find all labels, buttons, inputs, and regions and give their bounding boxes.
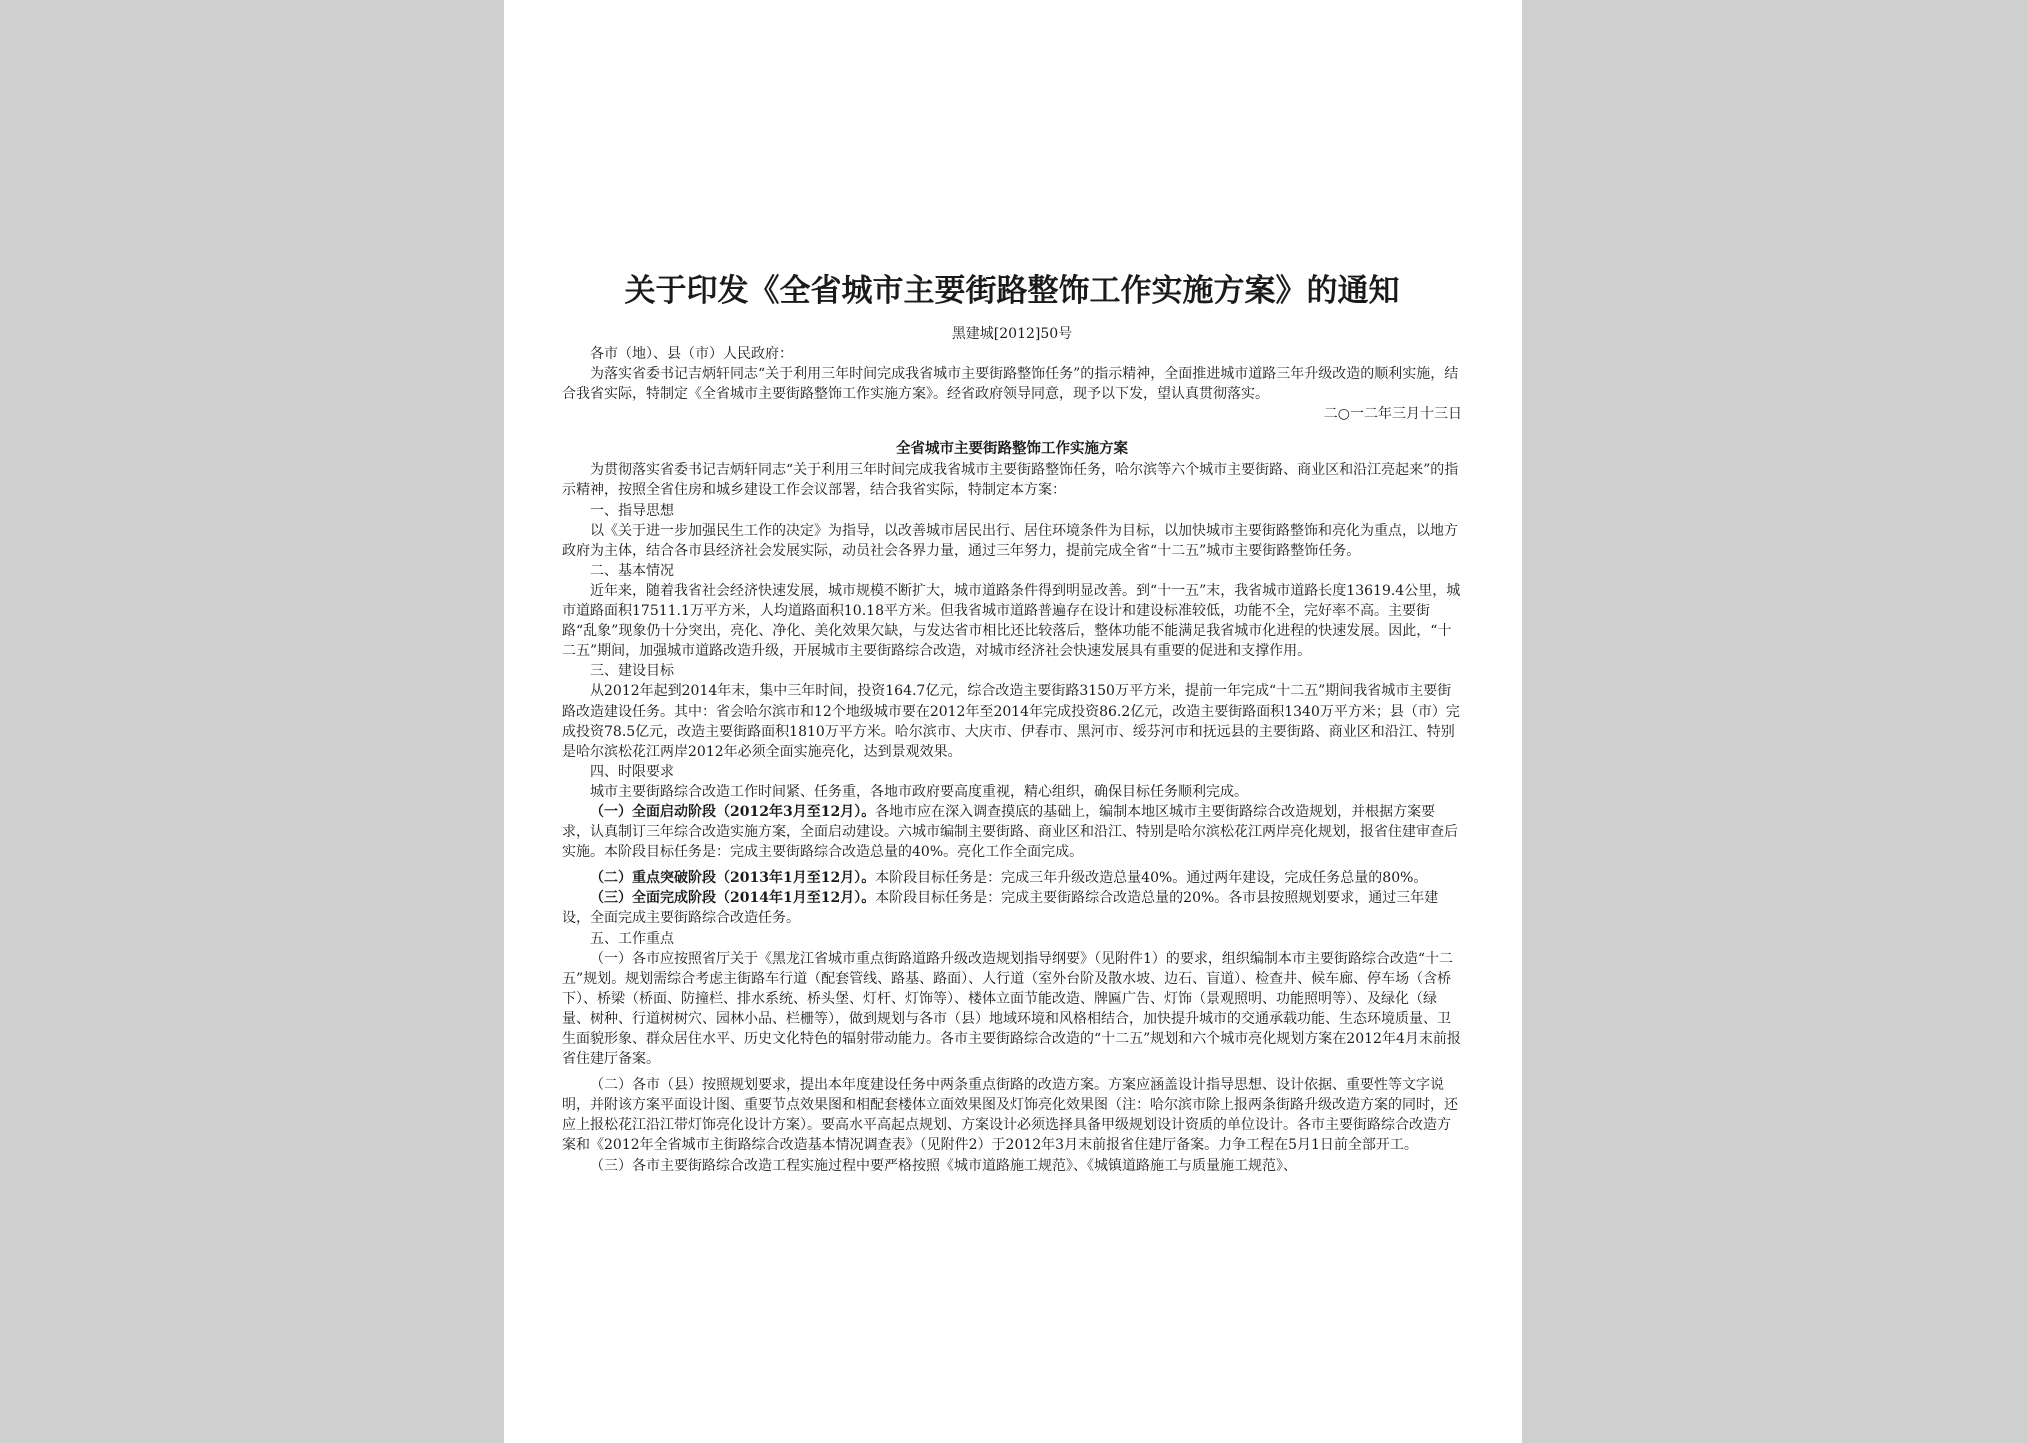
- addressee: 各市（地）、县（市）人民政府：: [590, 346, 793, 362]
- key-work-paragraph-2: （二）各市（县）按照规划要求，提出本年度建设任务中两条重点街路的改造方案。方案应涵盖设计指导思想、设计依据、重要性等文字说明，并附该方案平面设计图、重要节点效果图和相配套楼体立面效果图及灯饰亮化效果图（注：哈尔滨市除上报两条街路升级改造方案的同时，还应上报松花江沿江带灯饰亮化设计方案）。要高水平高起点规划、方案设计必须选择具备甲级规划设计资质的单位设计。各市主要街路综合改造方案和《2012年全省城市主街路综合改造基本情况调查表》（见附件2）于2012年3月末前报省住建厅备案。力争工程在5月1日前全部开工。: [562, 1077, 1458, 1154]
- stage-text-2: 本阶段目标任务是：完成三年升级改造总量40%。通过两年建设，完成任务总量的80%。: [875, 870, 1428, 887]
- section-heading-5: 五、工作重点: [590, 930, 674, 947]
- stage-label-3: （三）全面完成阶段（2014年1月至12月）。: [590, 890, 876, 907]
- stage-text-3: 本阶段目标任务是：完成主要街路综合改造总量的20%。各市县按照规划要求，通过三年建设，全面完成主要街路综合改造任务。: [562, 890, 1439, 927]
- issue-date: 二○一二年三月十三日: [1323, 406, 1462, 423]
- section-body-2: 近年来，随着我省社会经济快速发展，城市规模不断扩大，城市道路条件得到明显改善。到“十一五”末，我省城市道路长度13619.4公里，城市道路面积17511.1万平方米，人均道路面积10.18平方米。但我省城市道路普遍存在设计和建设标准较低，功能不全，完好率不高。主要街路“乱象”现象仍十分突出，亮化、净化、美化效果欠缺，与发达省市相比还比较落后，整体功能不能满足我省城市化进程的快速发展。因此，“十二五”期间，加强城市道路改造升级，开展城市主要街路综合改造，对城市经济社会快速发展具有重要的促进和支撑作用。: [562, 582, 1461, 660]
- section-heading-4: 四、时限要求: [590, 763, 674, 780]
- section-body-1: 以《关于进一步加强民生工作的决定》为指导，以改善城市居民出行、居住环境条件为目标，以加快城市主要街路整饰和亮化为重点，以地方政府为主体，结合各市县经济社会发展实际，动员社会各界力量，通过三年努力，提前完成全省“十二五”城市主要街路整饰任务。: [562, 522, 1458, 559]
- key-work-paragraph-1: （一）各市应按照省厅关于《黑龙江省城市重点街路道路升级改造规划指导纲要》（见附件1）的要求，组织编制本市主要街路综合改造“十二五”规划。规划需综合考虑主街路车行道（配套管线、路基、路面）、人行道（室外台阶及散水坡、边石、盲道）、检查井、候车廊、停车场（含桥下）、桥梁（桥面、防撞栏、排水系统、桥头堡、灯杆、灯饰等）、楼体立面节能改造、牌匾广告、灯饰（景观照明、功能照明等）、及绿化（绿量、树种、行道树树穴、园林小品、栏栅等），做到规划与各市（县）地域环境和风格相结合，加快提升城市的交通承载功能、生态环境质量、卫生面貌形象、群众居住水平、历史文化特色的辐射带动能力。各市主要街路综合改造的“十二五”规划和六个城市亮化规划方案在2012年4月末前报省住建厅备案。: [562, 950, 1461, 1068]
- section-heading-1: 一、指导思想: [590, 502, 674, 519]
- document-content: [562, 270, 1462, 1176]
- document-number: 黑建城[2012]50号: [951, 326, 1073, 342]
- section-heading-3: 三、建设目标: [590, 663, 674, 680]
- stage-paragraph-3: [562, 888, 1462, 928]
- stage-text-1: 各地市应在深入调查摸底的基础上，编制本地区城市主要街路综合改造规划，并根据方案要求，认真制订三年综合改造实施方案，全面启动建设。六城市编制主要街路、商业区和沿江、特别是哈尔滨松花江两岸亮化规划，报省住建审查后实施。本阶段目标任务是：完成主要街路综合改造总量的40%。亮化工作全面完成。: [562, 803, 1458, 861]
- stage-label-1: （一）全面启动阶段（2012年3月至12月）。: [590, 803, 876, 820]
- document-title: 关于印发《全省城市主要街路整饰工作实施方案》的通知: [624, 273, 1400, 309]
- key-work-paragraph-3: （三）各市主要街路综合改造工程实施过程中要严格按照《城市道路施工规范》、《城镇道路施工与质量施工规范》、: [590, 1157, 1297, 1174]
- section-heading-2: 二、基本情况: [590, 562, 674, 579]
- section-body-3: 从2012年起到2014年末，集中三年时间，投资164.7亿元，综合改造主要街路3150万平方米，提前一年完成“十二五”期间我省城市主要街路改造建设任务。其中：省会哈尔滨市和12个地级城市要在2012年至2014年完成投资86.2亿元，改造主要街路面积1340万平方米；县（市）完成投资78.5亿元，改造主要街路面积1810万平方米。哈尔滨市、大庆市、伊春市、黑河市、绥芬河市和抚远县的主要街路、商业区和沿江、特别是哈尔滨松花江两岸2012年必须全面实施亮化，达到景观效果。: [562, 683, 1460, 760]
- section-body-4: 城市主要街路综合改造工作时间紧、任务重，各地市政府要高度重视，精心组织，确保目标任务顺利完成。: [590, 783, 1248, 800]
- plan-title: 全省城市主要街路整饰工作实施方案: [896, 440, 1128, 458]
- plan-intro: 为贯彻落实省委书记吉炳轩同志“关于利用三年时间完成我省城市主要街路整饰任务，哈尔滨等六个城市主要街路、商业区和沿江亮起来”的指示精神，按照全省住房和城乡建设工作会议部署，结合我省实际，特制定本方案：: [562, 462, 1459, 499]
- stage-paragraph-1: [562, 802, 1462, 862]
- stage-label-2: （二）重点突破阶段（2013年1月至12月）。: [590, 870, 876, 887]
- stage-paragraph-2: [562, 868, 1462, 888]
- notice-intro: 为落实省委书记吉炳轩同志“关于利用三年时间完成我省城市主要街路整饰任务”的指示精神，全面推进城市道路三年升级改造的顺利实施，结合我省实际，特制定《全省城市主要街路整饰工作实施方案》。经省政府领导同意，现予以下发，望认真贯彻落实。: [562, 366, 1459, 403]
- document-page: [504, 0, 1522, 1443]
